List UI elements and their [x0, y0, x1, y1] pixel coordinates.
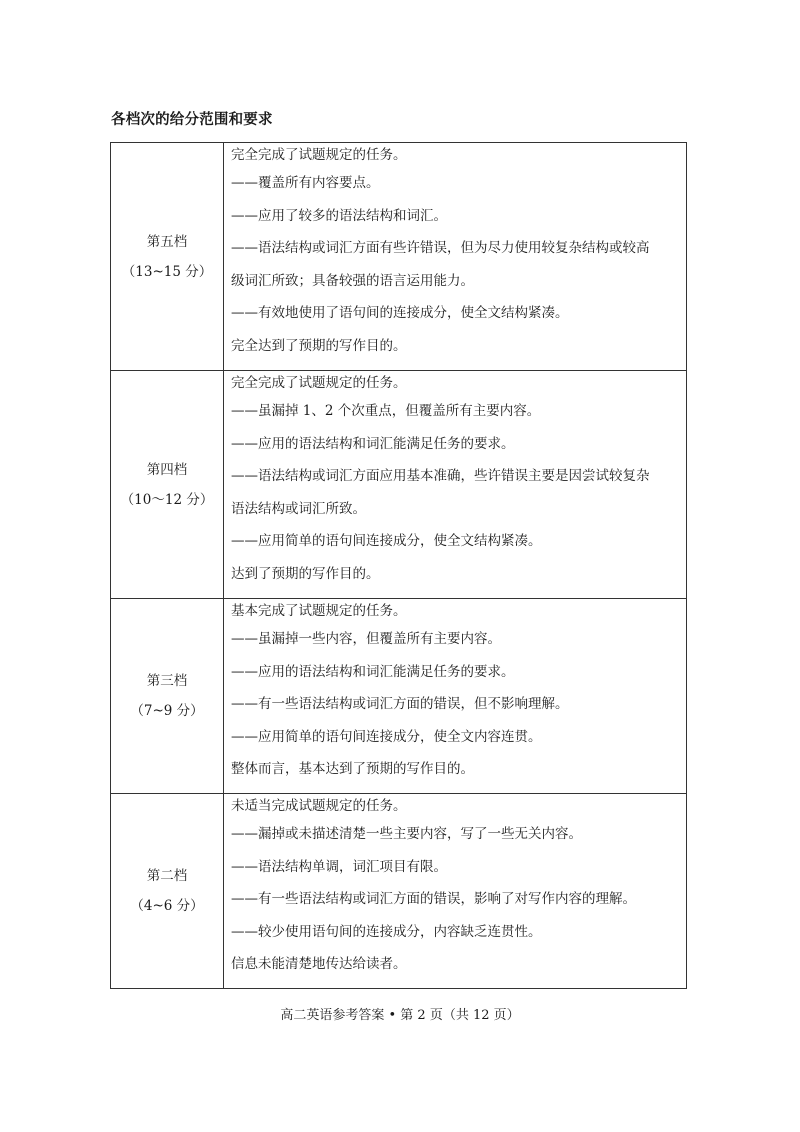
grade-score-range: （10～12 分）	[120, 491, 214, 508]
criteria-line: ——语法结构单调，词汇项目有限。	[231, 858, 447, 875]
criteria-line: 未适当完成试题规定的任务。	[231, 798, 407, 814]
band-row-5	[111, 143, 687, 371]
band-row-3	[111, 599, 687, 794]
criteria-line: 完全达到了预期的写作目的。	[231, 337, 407, 354]
scoring-rubric-table	[110, 142, 687, 989]
criteria-line: ——应用简单的语句间连接成分，使全文内容连贯。	[231, 728, 542, 745]
grade-score-range: （13~15 分）	[121, 263, 213, 280]
grade-name: 第二档	[146, 868, 188, 884]
criteria-line: ——覆盖所有内容要点。	[231, 175, 380, 191]
grade-cell	[111, 143, 224, 371]
criteria-cell	[224, 143, 687, 371]
criteria-cell	[224, 794, 687, 989]
criteria-line: ——虽漏掉一些内容，但覆盖所有主要内容。	[231, 631, 501, 647]
criteria-line: 基本完成了试题规定的任务。	[231, 603, 407, 619]
criteria-line: ——语法结构或词汇方面有些许错误，但为尽力使用较复杂结构或较高	[231, 240, 650, 256]
criteria-cell	[224, 599, 687, 794]
criteria-line: ——有一些语法结构或词汇方面的错误，影响了对写作内容的理解。	[231, 891, 636, 907]
page-heading: 各档次的给分范围和要求	[111, 112, 273, 128]
page-footer: 高二英语参考答案 • 第 2 页（共 12 页）	[280, 1008, 520, 1023]
criteria-line: 语法结构或词汇所致。	[231, 500, 366, 517]
criteria-cell	[224, 371, 687, 599]
grade-cell	[111, 371, 224, 599]
criteria-line: ——有效地使用了语句间的连接成分，使全文结构紧凑。	[231, 305, 569, 321]
grade-score-range: （7~9 分）	[130, 703, 204, 719]
criteria-line: 信息未能清楚地传达给读者。	[231, 956, 407, 972]
criteria-line: 完全完成了试题规定的任务。	[231, 375, 407, 391]
criteria-line: 完全完成了试题规定的任务。	[231, 147, 407, 163]
grade-cell	[111, 599, 224, 794]
criteria-line: 达到了预期的写作目的。	[231, 565, 380, 582]
criteria-line: 级词汇所致；具备较强的语言运用能力。	[231, 272, 474, 289]
grade-name: 第三档	[146, 673, 188, 689]
criteria-line: ——应用简单的语句间连接成分，使全文结构紧凑。	[231, 533, 542, 549]
grade-name: 第四档	[146, 461, 188, 478]
grade-cell	[111, 794, 224, 989]
criteria-line: ——应用的语法结构和词汇能满足任务的要求。	[231, 663, 515, 680]
grade-name: 第五档	[146, 233, 188, 250]
criteria-line: ——应用了较多的语法结构和词汇。	[231, 207, 447, 224]
criteria-line: ——漏掉或未描述清楚一些主要内容，写了一些无关内容。	[231, 826, 582, 842]
criteria-line: ——应用的语法结构和词汇能满足任务的要求。	[231, 435, 515, 452]
criteria-line: ——有一些语法结构或词汇方面的错误，但不影响理解。	[231, 696, 569, 712]
grade-score-range: （4~6 分）	[130, 898, 204, 914]
criteria-line: ——虽漏掉 1、2 个次重点，但覆盖所有主要内容。	[231, 403, 541, 419]
criteria-line: ——语法结构或词汇方面应用基本准确，些许错误主要是因尝试较复杂	[231, 468, 650, 484]
band-row-2	[111, 794, 687, 989]
band-row-4	[111, 371, 687, 599]
criteria-line: 整体而言，基本达到了预期的写作目的。	[231, 761, 474, 777]
criteria-line: ——较少使用语句间的连接成分，内容缺乏连贯性。	[231, 923, 542, 940]
